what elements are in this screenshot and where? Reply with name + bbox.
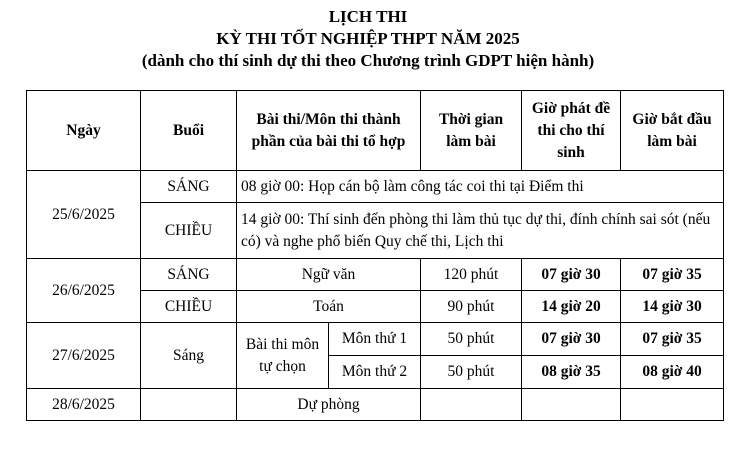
- duration-cell: [421, 389, 522, 421]
- session-cell: SÁNG: [141, 259, 237, 291]
- duration-cell: 50 phút: [421, 356, 522, 389]
- date-cell: 26/6/2025: [27, 259, 141, 323]
- header-row: [27, 91, 724, 171]
- session-cell: SÁNG: [141, 171, 237, 203]
- session-cell: CHIỀU: [141, 291, 237, 323]
- title-line-1: LỊCH THI: [328, 7, 408, 26]
- subject-cell: Toán: [237, 291, 421, 323]
- table-row: [27, 171, 724, 203]
- table-row: [27, 323, 724, 356]
- header-subject: Bài thi/Môn thi thành phần của bài thi tổ hợp: [237, 91, 421, 171]
- table-row: [27, 389, 724, 421]
- header-date: Ngày: [27, 91, 141, 171]
- start-time-cell: 07 giờ 35: [621, 259, 724, 291]
- start-time-cell: 08 giờ 40: [621, 356, 724, 389]
- distribute-time-cell: 14 giờ 20: [522, 291, 621, 323]
- header-session: Buổi: [141, 91, 237, 171]
- duration-cell: 50 phút: [421, 323, 522, 356]
- distribute-time-cell: 07 giờ 30: [522, 259, 621, 291]
- subject-cell: Dự phòng: [237, 389, 421, 421]
- distribute-time-cell: 08 giờ 35: [522, 356, 621, 389]
- schedule-table: [26, 90, 724, 421]
- subject-cell: Môn thứ 1: [329, 323, 421, 356]
- date-cell: 27/6/2025: [27, 323, 141, 389]
- header-start-time: Giờ bắt đầu làm bài: [621, 91, 724, 171]
- note-cell: 14 giờ 00: Thí sinh đến phòng thi làm thủ tục dự thi, đính chính sai sót (nếu có) và nghe phổ biến Quy chế thi, Lịch thi: [237, 203, 724, 259]
- title-line-2: KỲ THI TỐT NGHIỆP THPT NĂM 2025: [216, 29, 520, 48]
- distribute-time-cell: 07 giờ 30: [522, 323, 621, 356]
- note-cell: 08 giờ 00: Họp cán bộ làm công tác coi thi tại Điểm thi: [237, 171, 724, 203]
- start-time-cell: [621, 389, 724, 421]
- elective-group-cell: Bài thi môn tự chọn: [237, 323, 329, 389]
- title-line-3: (dành cho thí sinh dự thi theo Chương trình GDPT hiện hành): [141, 51, 595, 70]
- document-title: [0, 6, 736, 72]
- subject-cell: Môn thứ 2: [329, 356, 421, 389]
- header-distribute-time: Giờ phát đề thi cho thí sinh: [522, 91, 621, 171]
- start-time-cell: 14 giờ 30: [621, 291, 724, 323]
- duration-cell: 120 phút: [421, 259, 522, 291]
- subject-cell: Ngữ văn: [237, 259, 421, 291]
- date-cell: 25/6/2025: [27, 171, 141, 259]
- duration-cell: 90 phút: [421, 291, 522, 323]
- start-time-cell: 07 giờ 35: [621, 323, 724, 356]
- session-cell: CHIỀU: [141, 203, 237, 259]
- distribute-time-cell: [522, 389, 621, 421]
- table-row: [27, 259, 724, 291]
- session-cell: Sáng: [141, 323, 237, 389]
- session-cell: [141, 389, 237, 421]
- header-duration: Thời gian làm bài: [421, 91, 522, 171]
- date-cell: 28/6/2025: [27, 389, 141, 421]
